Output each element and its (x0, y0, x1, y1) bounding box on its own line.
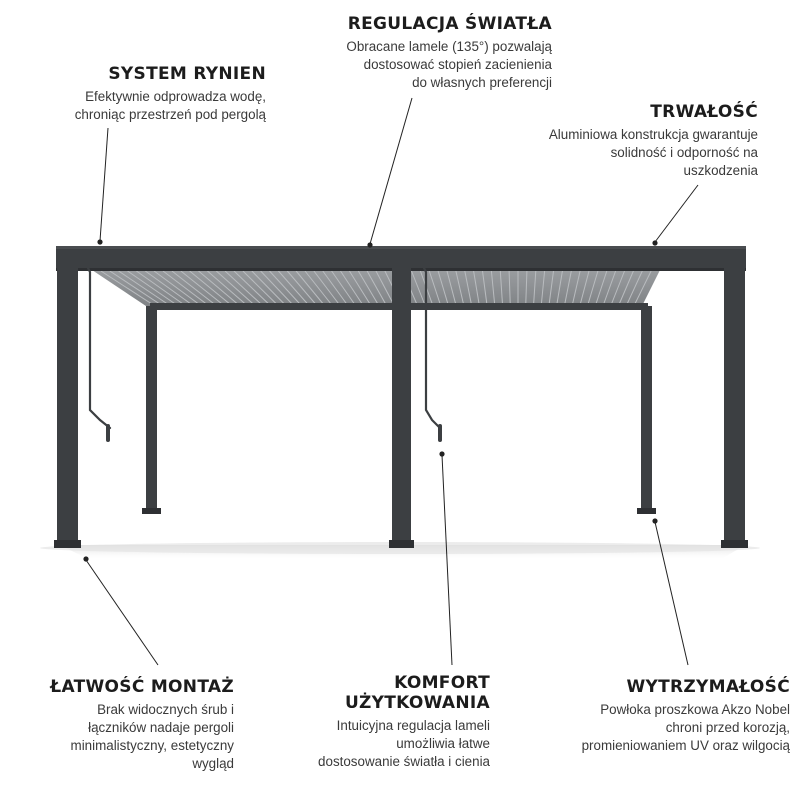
feature-easy-assembly (14, 677, 234, 773)
dot-marker (652, 518, 657, 523)
feature-desc-line: promieniowaniem UV oraz wilgocią (581, 738, 790, 753)
leader-light (370, 98, 412, 244)
feature-desc-line: chroniąc przestrzeń pod pergolą (74, 107, 266, 122)
feature-title: TRWAŁOŚĆ (650, 102, 758, 122)
feature-desc-line: łączników nadaje pergoli (88, 720, 234, 735)
feature-title: WYTRZYMAŁOŚĆ (626, 677, 790, 697)
crank-handle-icon (88, 268, 110, 440)
feature-usage-comfort (254, 673, 490, 771)
feature-desc-line: chroni przed korozją, (665, 720, 790, 735)
feature-gutter-system (14, 64, 266, 124)
feature-desc-line: dostosowanie światła i cienia (318, 754, 490, 769)
feature-desc-line: Intuicyjna regulacja lameli (336, 718, 490, 733)
feature-title: ŁATWOŚĆ MONTAŻ (50, 677, 234, 697)
leader-gutter (100, 128, 108, 241)
dot-marker (83, 556, 88, 561)
leader-durability (655, 185, 698, 242)
leader-strength (655, 522, 688, 665)
feature-desc-line: uszkodzenia (683, 163, 758, 178)
feature-title: REGULACJA ŚWIATŁA (347, 14, 552, 34)
feature-title: UŻYTKOWANIA (344, 693, 490, 713)
feature-desc-line: Brak widocznych śrub i (97, 702, 234, 717)
dot-marker (652, 240, 657, 245)
feature-desc-line: wygląd (192, 756, 234, 771)
feature-desc-line: minimalistyczny, estetyczny (70, 738, 234, 753)
feature-title: SYSTEM RYNIEN (108, 64, 266, 84)
feature-title: KOMFORT (394, 673, 490, 693)
feature-desc-line: umożliwia łatwe (396, 736, 490, 751)
dot-marker (367, 242, 372, 247)
feature-durability (496, 102, 758, 180)
feature-desc-line: Obracane lamele (135°) pozwalają (346, 39, 552, 54)
feature-desc-line: Efektywnie odprowadza wodę, (85, 89, 266, 104)
feature-light-control (270, 14, 552, 92)
feature-desc-line: Aluminiowa konstrukcja gwarantuje (548, 127, 758, 142)
leader-assembly (86, 560, 158, 665)
dot-marker (97, 239, 102, 244)
feature-desc-line: do własnych preferencji (412, 75, 552, 90)
feature-desc-line: dostosować stopień zacienienia (363, 57, 552, 72)
feature-desc-line: solidność i odporność na (610, 145, 758, 160)
dot-marker (439, 451, 444, 456)
feature-desc-line: Powłoka proszkowa Akzo Nobel (600, 702, 790, 717)
feature-strength (500, 677, 790, 755)
